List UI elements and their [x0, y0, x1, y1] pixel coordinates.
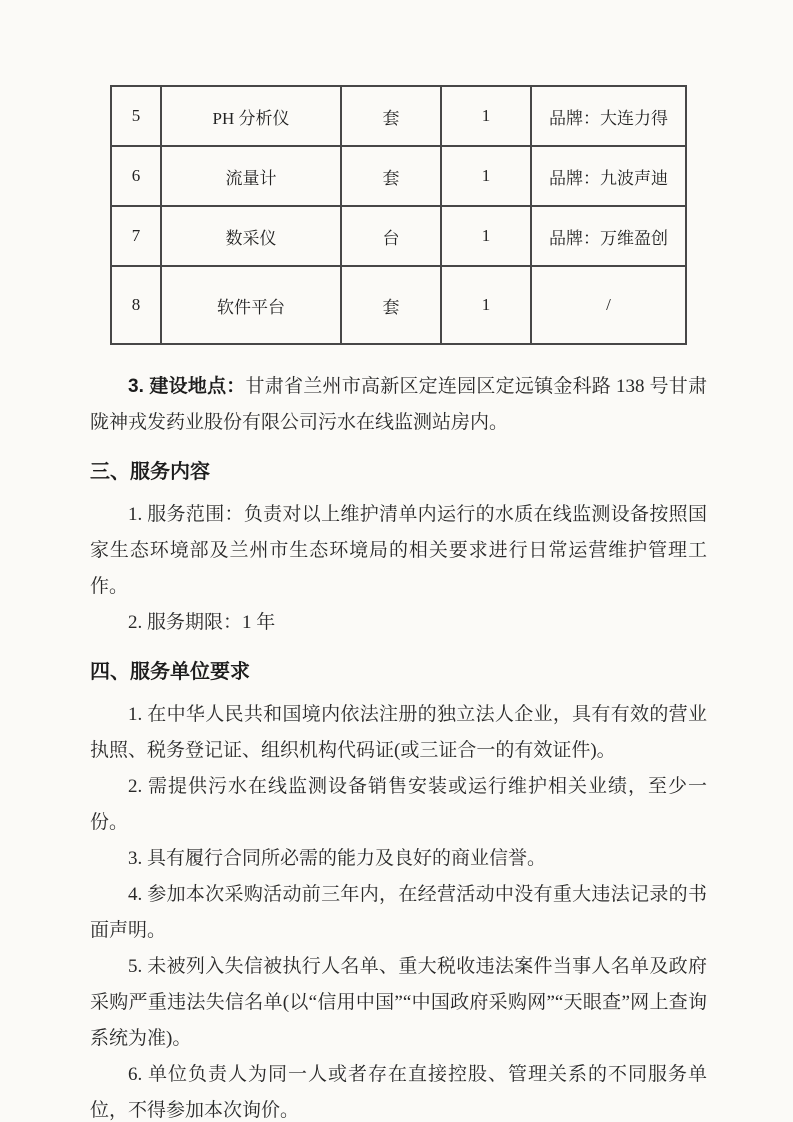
cell-brand: 品牌：大连力得: [531, 86, 686, 146]
paragraph-label: 3. 建设地点：: [128, 376, 246, 397]
cell-brand: /: [531, 266, 686, 344]
cell-brand: 品牌：万维盈创: [531, 206, 686, 266]
table-row: [111, 146, 686, 206]
cell-unit: 套: [341, 146, 441, 206]
paragraph: 1. 服务范围：负责对以上维护清单内运行的水质在线监测设备按照国家生态环境部及兰州市生态环境局的相关要求进行日常运营维护管理工作。: [90, 504, 707, 597]
cell-no: 6: [111, 146, 161, 206]
cell-unit: 套: [341, 86, 441, 146]
paragraph: 4. 参加本次采购活动前三年内，在经营活动中没有重大违法记录的书面声明。: [90, 884, 707, 941]
paragraph: 6. 单位负责人为同一人或者存在直接控股、管理关系的不同服务单位，不得参加本次询价。: [90, 1064, 707, 1121]
section-heading: 四、服务单位要求: [90, 661, 250, 683]
cell-brand: 品牌：九波声迪: [531, 146, 686, 206]
cell-unit: 套: [341, 266, 441, 344]
equipment-table-body: [111, 86, 686, 344]
table-row: [111, 86, 686, 146]
paragraph: 2. 需提供污水在线监测设备销售安装或运行维护相关业绩，至少一份。: [90, 776, 707, 833]
cell-no: 7: [111, 206, 161, 266]
cell-name: 流量计: [161, 146, 341, 206]
paragraph: 3. 具有履行合同所必需的能力及良好的商业信誉。: [128, 848, 547, 869]
paragraph: 2. 服务期限：1 年: [128, 612, 276, 633]
cell-name: PH 分析仪: [161, 86, 341, 146]
cell-no: 5: [111, 86, 161, 146]
table-row: [111, 266, 686, 344]
cell-qty: 1: [441, 146, 531, 206]
cell-name: 数采仪: [161, 206, 341, 266]
document-content: [90, 369, 707, 1122]
cell-qty: 1: [441, 86, 531, 146]
cell-unit: 台: [341, 206, 441, 266]
cell-name: 软件平台: [161, 266, 341, 344]
cell-qty: 1: [441, 266, 531, 344]
cell-no: 8: [111, 266, 161, 344]
section-heading: 三、服务内容: [90, 461, 210, 483]
paragraph: 5. 未被列入失信被执行人名单、重大税收违法案件当事人名单及政府采购严重违法失信名单(以“信用中国”“中国政府采购网”“天眼查”网上查询系统为准)。: [90, 956, 707, 1049]
table-row: [111, 206, 686, 266]
equipment-table: [110, 85, 687, 345]
paragraph: 3. 建设地点：甘肃省兰州市高新区定连园区定远镇金科路 138 号甘肃陇神戎发药业股份有限公司污水在线监测站房内。: [90, 376, 707, 433]
cell-qty: 1: [441, 206, 531, 266]
paragraph: 1. 在中华人民共和国境内依法注册的独立法人企业，具有有效的营业执照、税务登记证、组织机构代码证(或三证合一的有效证件)。: [90, 704, 707, 761]
